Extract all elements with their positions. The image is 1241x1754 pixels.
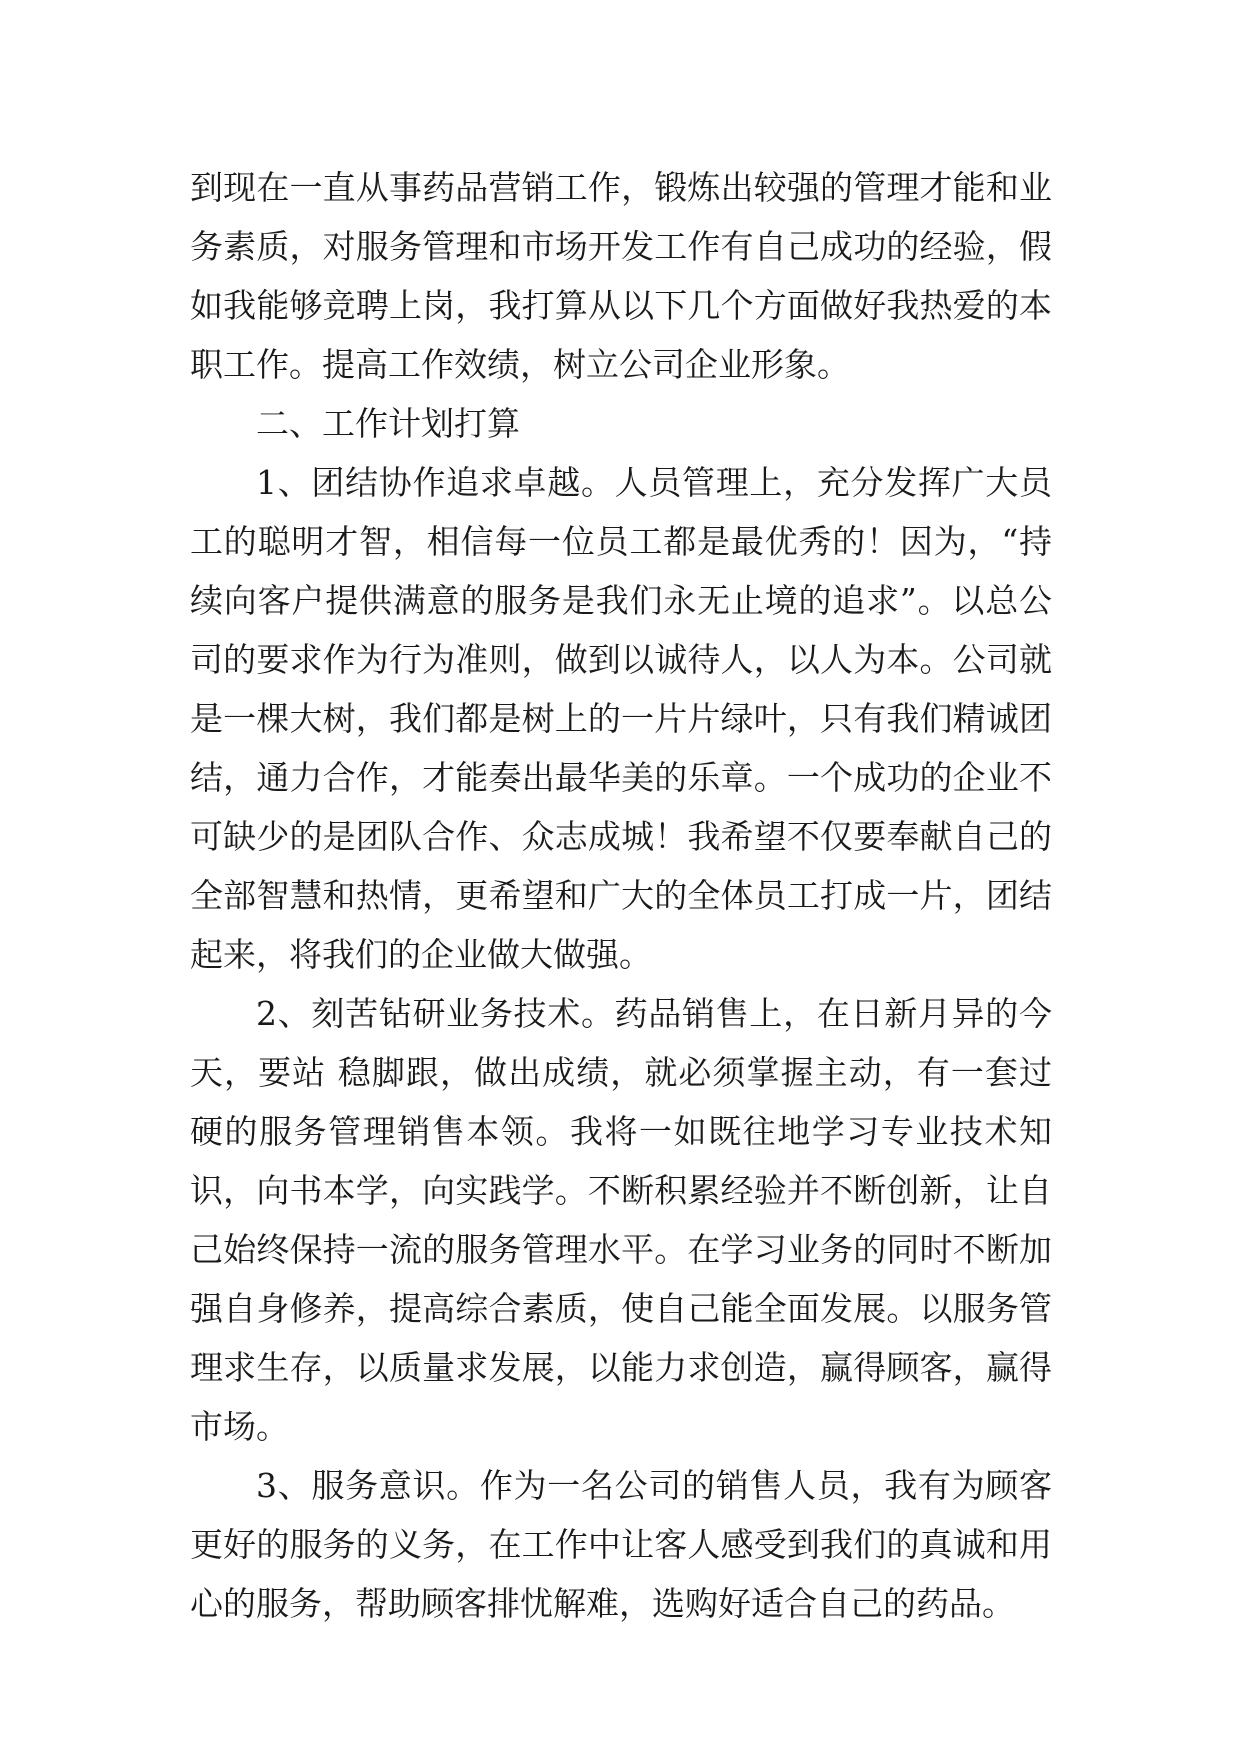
section-heading-work-plan: 二、工作计划打算 bbox=[256, 404, 520, 443]
paragraph-teamwork: 1、团结协作追求卓越。人员管理上，充分发挥广大员工的聪明才智，相信每一位员工都是最优秀的！因为，“持续向客户提供满意的服务是我们永无止境的追求”。以总公司的要求作为行为准则，做到以诚待人，以人为本。公司就是一棵大树，我们都是树上的一片片绿叶，只有我们精诚团结，通力合作，才能奏出最华美的乐章。一个成功的企业不可缺少的是团队合作、众志成城！我希望不仅要奉献自己的全部智慧和热情，更希望和广大的全体员工打成一片，团结起来，将我们的企业做大做强。 bbox=[190, 463, 1052, 974]
document-body bbox=[190, 158, 1052, 1633]
paragraph-continuation: 到现在一直从事药品营销工作，锻炼出较强的管理才能和业务素质，对服务管理和市场开发工作有自己成功的经验，假如我能够竞聘上岗，我打算从以下几个方面做好我热爱的本职工作。提高工作效绩，树立公司企业形象。 bbox=[190, 168, 1052, 384]
paragraph-technical-study: 2、刻苦钻研业务技术。药品销售上，在日新月异的今天，要站 稳脚跟，做出成绩，就必须掌握主动，有一套过硬的服务管理销售本领。我将一如既往地学习专业技术知识，向书本学，向实践学。不断积累经验并不断创新，让自己始终保持一流的服务管理水平。在学习业务的同时不断加强自身修养，提高综合素质，使自己能全面发展。以服务管理求生存，以质量求发展，以能力求创造，赢得顾客，赢得市场。 bbox=[190, 994, 1052, 1446]
paragraph-service-awareness: 3、服务意识。作为一名公司的销售人员，我有为顾客更好的服务的义务，在工作中让客人感受到我们的真诚和用心的服务，帮助顾客排忧解难，选购好适合自己的药品。 bbox=[190, 1466, 1052, 1623]
